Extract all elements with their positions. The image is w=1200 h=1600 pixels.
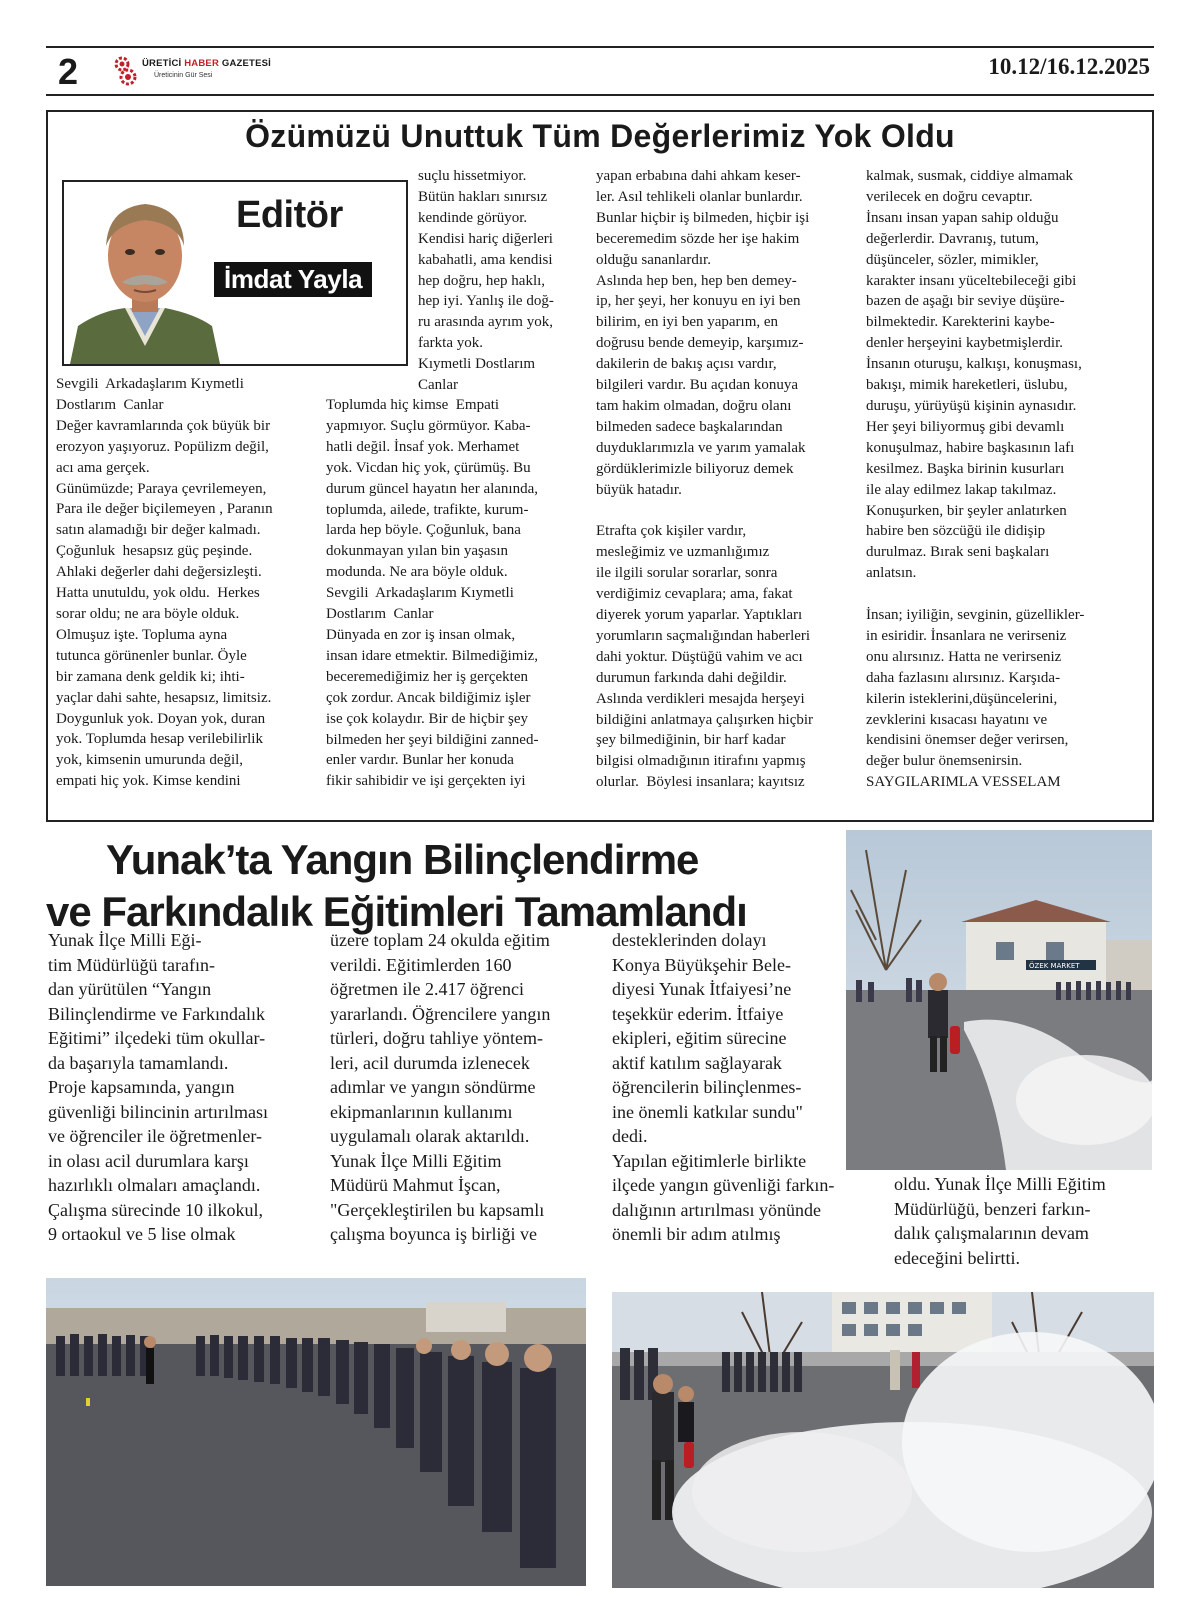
news-photo-students-line (46, 1278, 586, 1586)
author-role: Editör (236, 194, 343, 236)
editorial-column-4: kalmak, susmak, ciddiye almamak verilecek en doğru cevaptır. İnsanı insan yapan sahip olduğu değerlerdir. Davranış, tutum, düşünceler, sözler, mimikler, karakter insanı yüceltebileceği gibi bazen de aşağı bir seviye düşüre- bilmektedir. Karekterini kaybe- denler herşeyini kaybetmişlerdir. İnsanın oturuşu, kalkışı, konuşması, bakışı, mimik hareketleri, üslubu, duruşu, yürüyüşü kişinin aynasıdır. Her şeyi biliyormuş gibi devamlı konuşulmaz, habire başkasının lafı kesilmez. Başka birinin kusurları ile alay edilmez lakap takılmaz. Konuşurken, bir şeyler anlatırken habire ben sözcüğü ile didişip durulmaz. Bırak seni başkaları anlatsın. İnsan; iyiliğin, sevginin, güzellikler- in esiridir. İnsanlara ne verirseniz onu alırsınız. Hatta ne verirseniz daha fazlasını alırsınız. Karşıda- kilerin isteklerini,düşüncelerini, zevklerini kısacası hayatını ve kendisini önemser değer verirsen, değer bulur önemsenirsin. SAYGILARIMLA VESSELAM (866, 168, 1085, 791)
author-card (62, 180, 408, 366)
gear-icon (114, 56, 138, 86)
page-header (46, 46, 1154, 96)
news-column-2: üzere toplam 24 okulda eğitim verildi. Eğitimlerden 160 öğretmen ile 2.417 öğrenci yararlandı. Öğrencilere yangın türleri, doğru tahliye yöntem- leri, acil durumda izlenecek adımlar ve yangın söndürme ekipmanlarının kullanımı uygulamalı olarak aktarıldı. Yunak İlçe Milli Eğitim Müdürü Mahmut İşcan, "Gerçekleştirilen bu kapsamlı çalışma boyunca iş birliği ve (330, 930, 551, 1244)
news-headline (46, 834, 826, 938)
news-column-1: Yunak İlçe Milli Eği- tim Müdürlüğü tarafın- dan yürütülen “Yangın Bilinçlendirme ve Farkındalık Eğitimi” ilçedeki tüm okullar- da başarıyla tamamlandı. Proje kapsamında, yangın güvenliği bilincinin artırılması ve öğrenciler ile öğretmenler- in olası acil durumlara karşı hazırlıklı olmaları amaçlandı. Çalışma sürecinde 10 ilkokul, 9 ortaokul ve 5 lise olmak (48, 930, 268, 1244)
editorial-article (46, 110, 1154, 822)
editorial-column-2a: suçlu hissetmiyor. Bütün hakları sınırsız kendinde görüyor. Kendisi hariç diğerleri kabahatli, ama kendisi hep doğru, hep haklı, hep iyi. Yanlış ile doğ- ru arasında ayrım yok, farkta yok. Kıymetli Dostlarım Canlar (418, 168, 554, 394)
store-sign-text: ÖZEK MARKET (1029, 962, 1080, 970)
editorial-column-1: Sevgili Arkadaşlarım Kıymetli Dostlarım Canlar Değer kavramlarında çok büyük bir erozyon yaşıyoruz. Popülizm değil, acı ama gerçek. Günümüzde; Paraya çevrilemeyen, Para ile değer biçilemeyen , Paranın satın alamadığı bir değer kalmadı. Çoğunluk hesapsız güç peşinde. Ahlaki değerler dahi değersizleşti. Hatta unutuldu, yok oldu. Herkes sorar oldu; ne ara böyle olduk. Olmuşuz işte. Topluma ayna tutunca görünenler bunlar. Öyle bir zamana denk geldik ki; ihti- yaçlar dahi sahte, hesapsız, limitsiz. Doygunluk yok. Doyan yok, duran yok. Toplumda hesap verilebilirlik yok, kimsenin umurunda değil, empati hiç yok. Kimse kendini (56, 376, 273, 790)
author-photo (70, 186, 220, 364)
logo-slogan: Üreticinin Gür Sesi (154, 72, 213, 79)
editorial-column-3: yapan erbabına dahi ahkam keser- ler. Asıl tehlikeli olanlar bunlardır. Bunlar hiçbir iş bilmeden, hiçbir işi beceremedim sözde her işe hakim olduğu sananlardır. Aslında hep ben, hep ben demey- ip, her şeyi, her konuyu en iyi ben bilirim, en iyi ben yaparım, en doğrusu bende demeyip, karşımız- dakilerin de bakış açısı vardır, bilgileri vardır. Bu açıdan konuya tam hakim olmadan, doğru olanı bilmeden sadece başkalarından duyduklarımızla ve yarım yamalak gördüklerimizle biliyoruz demek büyük hatadır. Etrafta çok kişiler vardır, mesleğimiz ve uzmanlığımız ile ilgili sorular sorarlar, sonra verdiğimiz cevaplara; ama, fakat diyerek yorum yaparlar. Yaptıkları yorumların saçmalığından haberleri dahi yoktur. Düştüğü vahim ve acı durumun farkında dahi değildir. Aslında verdikleri mesajda herşeyi bildiğini anlatmaya çalışırken hiçbir şey bilmediğinin, bir harf kadar bilgisi olmadığının itirafını yapmış olurlar. Böylesi insanlara; kayıtsız (596, 168, 814, 791)
news-column-4: oldu. Yunak İlçe Milli Eğitim Müdürlüğü, benzeri farkın- dalık çalışmalarının devam edeceğini belirtti. (894, 1174, 1106, 1268)
news-photo-extinguisher-demo (846, 830, 1152, 1170)
logo-name: ÜRETİCİ HABER GAZETESİ (142, 58, 271, 69)
issue-date: 10.12/16.12.2025 (988, 54, 1150, 79)
editorial-column-2b: Toplumda hiç kimse Empati yapmıyor. Suçlu görmüyor. Kaba- hatli değil. İnsaf yok. Merhamet yok. Vicdan hiç yok, çürümüş. Bu durum güncel hayatın her alanında, toplumda, ailede, trafikte, kurum- larda hep böyle. Çoğunluk, bana dokunmayan yılan bin yaşasın modunda. Ne ara böyle olduk. Sevgili Arkadaşlarım Kıymetli Dostlarım Canlar Dünyada en zor iş insan olmak, insan idare etmektir. Bilmediğimiz, beceremediğimiz her iş gerçekten çok zordur. Ancak bildiğimiz işler ise çok kolaydır. Bir de hiçbir şey bilmeden her şeyi bildiğini zanned- enler vardır. Bunlar her konuda fikir sahibidir ve işi gerçekten iyi (326, 397, 539, 790)
author-name: İmdat Yayla (214, 262, 372, 297)
page-number: 2 (58, 51, 79, 92)
news-column-3: desteklerinden dolayı Konya Büyükşehir Bele- diyesi Yunak İtfaiyesi’ne teşekkür ederim. İtfaiye ekipleri, eğitim sürecine aktif katılım sağlayarak öğrencilerin bilinçlenmes- ine önemli katkılar sundu" dedi. Yapılan eğitimlerle birlikte ilçede yangın güvenliği farkın- dalığının artırılması yönünde önemli bir adım atılmış (612, 930, 835, 1244)
news-photo-smoke-demo (612, 1292, 1154, 1588)
news-headline-line-2: ve Farkındalık Eğitimleri Tamamlandı (46, 888, 747, 935)
news-headline-line-1: Yunak’ta Yangın Bilinçlendirme (106, 836, 699, 883)
editorial-title: Özümüzü Unuttuk Tüm Değerlerimiz Yok Oldu (245, 118, 955, 154)
newspaper-logo (114, 54, 271, 90)
